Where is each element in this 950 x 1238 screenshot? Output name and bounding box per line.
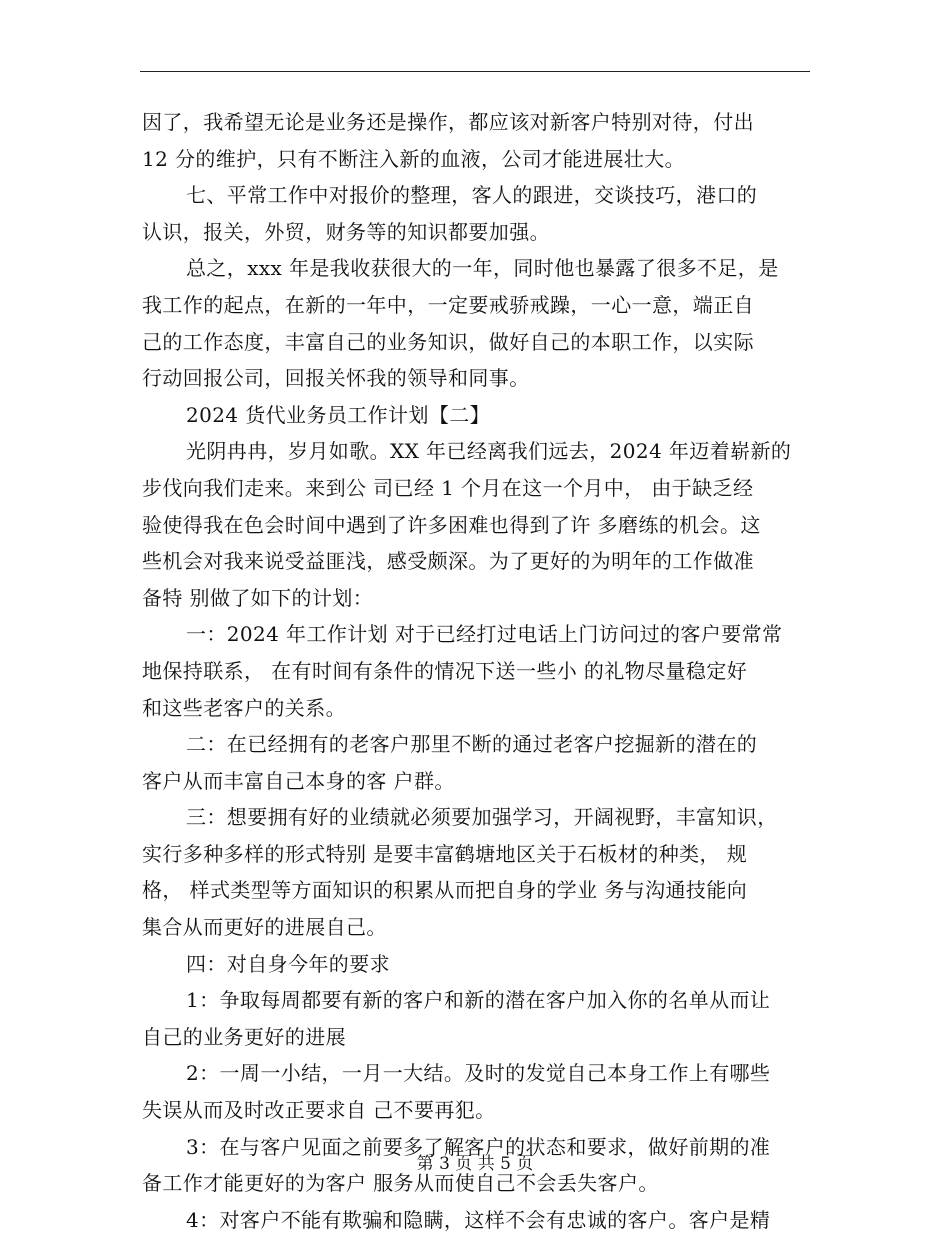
text-line: 一：2024 年工作计划 对于已经打过电话上门访问过的客户要常常 bbox=[186, 622, 783, 647]
text-line: 和这些老客户的关系。 bbox=[142, 695, 346, 720]
text-line: 自己的业务更好的进展 bbox=[142, 1024, 346, 1049]
text-line: 失误从而及时改正要求自 己不要再犯。 bbox=[142, 1098, 496, 1123]
text-line: 实行多种多样的形式特别 是要丰富鹤塘地区关于石板材的种类， 规 bbox=[142, 841, 748, 866]
page-number: 第 3 页 共 5 页 bbox=[416, 1154, 534, 1174]
text-line: 七、平常工作中对报价的整理，客人的跟进，交谈技巧，港口的 bbox=[186, 183, 758, 208]
header-rule bbox=[140, 71, 810, 72]
text-line: 备特 别做了如下的计划： bbox=[142, 585, 374, 610]
text-line: 二：在已经拥有的老客户那里不断的通过老客户挖掘新的潜在的 bbox=[186, 732, 758, 757]
text-line: 地保持联系， 在有时间有条件的情况下送一些小 的礼物尽量稳定好 bbox=[142, 658, 748, 683]
text-line: 1：争取每周都要有新的客户和新的潜在客户加入你的名单从而让 bbox=[186, 988, 771, 1013]
text-line: 集合从而更好的进展自己。 bbox=[142, 915, 387, 940]
text-line: 客户从而丰富自己本身的客 户群。 bbox=[142, 768, 455, 793]
text-line: 总之，xxx 年是我收获很大的一年，同时他也暴露了很多不足，是 bbox=[186, 256, 779, 281]
text-line: 步伐向我们走来。来到公 司已经 1 个月在这一个月中， 由于缺乏经 bbox=[142, 475, 754, 500]
document-body bbox=[142, 104, 810, 1238]
text-line: 备工作才能更好的为客户 服务从而使自己不会丢失客户。 bbox=[142, 1171, 659, 1196]
text-line: 我工作的起点，在新的一年中，一定要戒骄戒躁，一心一意，端正自 bbox=[142, 292, 754, 317]
text-line: 验使得我在色会时间中遇到了许多困难也得到了许 多磨练的机会。这 bbox=[142, 512, 761, 537]
text-line: 认识，报关，外贸，财务等的知识都要加强。 bbox=[142, 219, 550, 244]
text-line: 三：想要拥有好的业绩就必须要加强学习，开阔视野，丰富知识， bbox=[186, 805, 778, 830]
text-line: 格， 样式类型等方面知识的积累从而把自身的学业 务与沟通技能向 bbox=[142, 878, 748, 903]
text-line: 因了，我希望无论是业务还是操作，都应该对新客户特别对待，付出 bbox=[142, 110, 754, 134]
text-line: 光阴冉冉，岁月如歌。XX 年已经离我们远去，2024 年迈着崭新的 bbox=[186, 439, 792, 464]
text-line: 己的工作态度，丰富自己的业务知识，做好自己的本职工作，以实际 bbox=[142, 329, 754, 354]
text-line: 12 分的维护，只有不断注入新的血液，公司才能进展壮大。 bbox=[142, 146, 686, 171]
text-line: 2：一周一小结，一月一大结。及时的发觉自己本身工作上有哪些 bbox=[186, 1061, 771, 1086]
text-line: 行动回报公司，回报关怀我的领导和同事。 bbox=[142, 366, 530, 391]
text-line: 四：对自身今年的要求 bbox=[186, 951, 390, 976]
text-line: 3：在与客户见面之前要多了解客户的状态和要求，做好前期的准 bbox=[186, 1134, 771, 1159]
text-line: 4：对客户不能有欺骗和隐瞒，这样不会有忠诚的客户。客户是精 bbox=[186, 1207, 771, 1232]
section-heading: 2024 货代业务员工作计划【二】 bbox=[186, 402, 491, 427]
text-line: 些机会对我来说受益匪浅，感受颇深。为了更好的为明年的工作做准 bbox=[142, 549, 754, 574]
